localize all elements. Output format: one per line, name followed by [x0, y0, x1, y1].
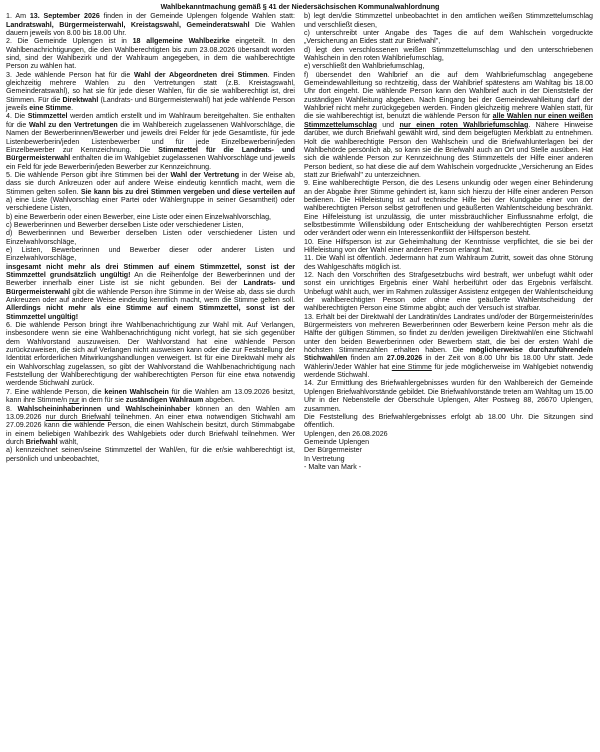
paragraph-4: 4. Die Stimmzettel werden amtlich erstellt und im Wahlraum bereitgehalten. Sie enthalten für die Wahl zu den Vertretungen die im Wahlbereich zugelassenen Wahlvorschläge, die Namen der Bewerberinnen/Bewerber und jeweils drei Felder für jede Gesamtliste, für jede Listenbewerberin/jeden Listenbewerber und für jede Einzelbewerberin/jeden Einzelbewerber zur Kennzeichnung. Die Stimmzettel für die Landrats- und Bürgermeisterwahl enthalten die im Wahlgebiet zugelassenen Wahlvorschläge und jeweils ein Feld für jede Bewerberin/jeden Bewerber zur Kennzeichnung. — [6, 112, 295, 171]
paragraph-11: 11. Die Wahl ist öffentlich. Jedermann hat zum Wahlraum Zutritt, soweit das ohne Störung des Wahlgeschäfts möglich ist. — [304, 254, 593, 271]
paragraph-2: 2. Die Gemeinde Uplengen ist in 18 allgemeine Wahlbezirke eingeteilt. In den Wahlbenachrichtigungen, die den Wahlberechtigten bis zum 23.08.2026 übersandt worden sind, sind der Wahlbezirk und der Wahlraum angegeben, in dem die wahlberechtigte Person zu wählen hat. — [6, 37, 295, 71]
paragraph-8-f: f) übersendet den Wahlbrief an die auf dem Wahlbriefumschlag angegebene Gemeindewahlleitung so rechtzeitig, dass der Wahlbrief spätestens am Wahltag bis 18.00 Uhr dort eingeht. Die wählende Person kann den Wahlbrief auch in der Dienststelle der zuständigen Wahlleitung abgeben. Nach Eingang bei der Gemeindewahlleitung darf der Wahlbrief nicht mehr zurückgegeben werden. Finden gleichzeitig mehrere Wahlen statt, für die sie wahlberechtigt ist, benutzt die wählende Person für alle Wahlen nur einen weißen Stimmzettelumschlag und nur einen roten Wahlbriefumschlag. Nähere Hinweise darüber, wie durch Briefwahl gewählt wird, sind dem beigefügten Merkblatt zu entnehmen. Holt die wahlberechtigte Person den Wahlschein und die Briefwahlunterlagen bei der Wahlbehörde persönlich ab, so kann sie die Briefwahl auch an Ort und Stelle ausüben. Hat sich die wählende Person zur Kennzeichnung des Stimmzettels der Hilfe einer anderen Person bedient, so hat diese die auf dem Wahlschein vorgedruckte „Versicherung an Eides statt zur Briefwahl" zu unterzeichnen. — [304, 70, 593, 179]
paragraph-8-b: b) legt den/die Stimmzettel unbeobachtet in den amtlichen weißen Stimmzettelumschlag und verschließt diesen, — [304, 12, 593, 29]
paragraph-8: 8. Wahlscheininhaberinnen und Wahlscheininhaber können an den Wahlen am 13.09.2026 nur durch Briefwahl teilnehmen. An einer etwa notwendigen Stichwahl am 27.09.2026 kann die wählende Person, die einen Wahlschein besitzt, durch Stimmabgabe in einem beliebigen Wahlbezirk des Wahlgebiets oder durch Briefwahl teilnehmen. Wer durch Briefwahl wählt, — [6, 404, 296, 446]
paragraph-7: 7. Eine wählende Person, die keinen Wahlschein für die Wahlen am 13.09.2026 besitzt, kann ihre Stimme/n nur in dem für sie zuständigen Wahlraum abgeben. — [6, 387, 295, 405]
paragraph-12: 12. Nach den Vorschriften des Strafgesetzbuchs wird bestraft, wer unbefugt wählt oder sonst ein unrichtiges Ergebnis einer Wahl herbeiführt oder das Ergebnis verfälscht. Unbefugt wählt auch, wer im Rahmen zulässiger Assistenz entgegen der Wahlentscheidung der wahlberechtigten Person oder ohne eine geäußerte Wahlentscheidung der wahlberechtigten Person eine Stimme abgibt; auch der Versuch ist strafbar. — [304, 271, 593, 313]
signature-org: Gemeinde Uplengen — [304, 437, 370, 446]
paragraph-5: 5. Die wählende Person gibt ihre Stimmen bei der Wahl der Vertretung in der Weise ab, dass sie durch Ankreuzen oder auf andere Weise eindeutig kenntlich macht, wem die Stimmen gelten sollen. Sie kann bis zu drei Stimmen vergeben und diese verteilen auf a) eine Liste (Wahlvorschlag einer Partei oder Wählergruppe in seiner Gesamtheit) oder verschiedene Listen, — [6, 170, 296, 213]
paragraph-13: 13. Erhält bei der Direktwahl der Landrätin/des Landrates und/oder der Bürgermeisterin/des Bürgermeisters von mehreren Bewerberinnen oder Bewerbern keine Person mehr als die Hälfte der gültigen Stimmen, so findet zu der/den jeweiligen Direktwahl/en eine Stichwahl unter den beiden Bewerberinnen oder Bewerbern statt, die bei der ersten Wahl die höchsten Stimmenzahlen erhalten haben. Die möglicherweise durchzuführende/n Stichwahl/en finden am 27.09.2026 in der Zeit von 8.00 Uhr bis 18.00 Uhr statt. Jede Wählerin/Jeder Wähler hat eine Stimme für jede möglicherweise im Wahlgebiet notwendig werdende Stichwahl. — [304, 312, 594, 380]
paragraph-5-b: b) eine Bewerberin oder einen Bewerber, eine Liste oder einen Einzelwahlvorschlag, — [6, 212, 271, 221]
paragraph-14: 14. Zur Ermittlung des Briefwahlergebnisses wurden für den Wahlbereich der Gemeinde Uplengen Briefwahlvorstände gebildet. Die Briefwahlvorstände treten am Wahltag um 15.00 Uhr in der Nebenstelle der Oberschule Uplengen, Alter Postweg 88, 26670 Uplengen, zusammen. — [304, 379, 593, 413]
left-column — [6, 12, 295, 471]
page-title: Wahlbekanntmachung gemäß § 41 der Niedersächsischen Kommunalwahlordnung — [160, 3, 440, 11]
signature-place-date: Uplengen, den 26.08.2026 — [304, 429, 388, 438]
paragraph-8-d: d) legt den verschlossenen weißen Stimmzettelumschlag und den unterschriebenen Wahlschein in den roten Wahlbriefumschlag, — [304, 45, 593, 63]
paragraph-1: 1. Am 13. September 2026 finden in der Gemeinde Uplengen folgende Wahlen statt: Landratswahl, Bürgermeisterwahl, Kreistagswahl, Gemeinderatswahl Die Wahlen dauern jeweils von 8.00 bis 18.00 Uhr. — [6, 12, 296, 38]
paragraph-5-c: c) Bewerberinnen und Bewerber derselben Liste oder verschiedener Listen, — [6, 220, 244, 229]
signature-name: - Malte van Mark - — [304, 462, 362, 471]
paragraph-5-rules: insgesamt nicht mehr als drei Stimmen auf einem Stimmzettel, sonst ist der Stimmzettel grundsätzlich ungültig! An die Reihenfolge der Bewerberinnen und der Bewerber innerhalb einer Liste ist sie nicht gebunden. Bei der Landrats- und Bürgermeisterwahl gibt die wählende Person ihre Stimme in der Weise ab, dass sie durch Ankreuzen oder auf andere Weise eindeutig kenntlich macht, wem die Stimme gelten soll. Allerdings nicht mehr als eine Stimme auf einem Stimmzettel, sonst ist der Stimmzettel ungültig! — [6, 262, 296, 321]
paragraph-8-c: c) unterschreibt unter Angabe des Tages die auf dem Wahlschein vorgedruckte „Versicherung an Eides statt zur Briefwahl", — [304, 29, 593, 46]
paragraph-8-a: a) kennzeichnet seinen/seine Stimmzettel der Wahl/en, für die er/sie wahlberechtigt ist, persönlich und unbeobachtet, — [6, 446, 295, 463]
paragraph-3: 3. Jede wählende Person hat für die Wahl der Abgeordneten drei Stimmen. Finden gleichzeitig mehrere Wahlen zu den Vertretungen statt (z.B. Kreistagswahl, Gemeinderatswahl), so hat sie für jede dieser Wahlen, für die sie wahlberechtigt ist, drei Stimmen. Für die Direktwahl (Landrats- und Bürgermeisterwahl) hat jede wählende Person jeweils eine Stimme. — [6, 70, 295, 113]
paragraph-5-e: e) Listen, Bewerberinnen und Bewerber dieser oder anderer Listen und Einzelwahlvorschläge, — [6, 245, 295, 263]
signature-block — [304, 430, 593, 472]
paragraph-5-d: d) Bewerberinnen und Bewerber derselben Listen oder verschiedener Listen und Einzelwahlvorschläge, — [6, 229, 295, 246]
paragraph-8-e: e) verschließt den Wahlbriefumschlag, — [304, 62, 425, 71]
paragraph-15: Die Feststellung des Briefwahlergebnisses erfolgt ab 18.00 Uhr. Die Sitzungen sind öffentlich. — [304, 412, 593, 430]
signature-deputy: In Vertretung — [304, 454, 345, 463]
paragraph-6: 6. Die wählende Person bringt ihre Wahlbenachrichtigung zur Wahl mit. Auf Verlangen, insbesondere wenn sie eine Wahlbenachrichtigung nicht vorlegt, hat sie sich gegenüber dem Wahlvorstand auszuweisen. Der Wahlvorstand hat eine wählende Person zurückzuweisen, die sich auf Verlangen nicht ausweisen kann oder die zur Feststellung der Identität erforderlichen Mitwirkungshandlungen verweigert. Ist für eine Direktwahl mehr als ein Wahlvorschlag zugelassen, so gibt der Wahlvorstand die Wahlbenachrichtigung nach Feststellung der Wahlberechtigung der wahlberechtigten Person für eine etwa notwendig werdende Stichwahl zurück. — [6, 321, 295, 388]
right-column — [304, 12, 593, 471]
signature-role: Der Bürgermeister — [304, 446, 362, 455]
paragraph-9: 9. Eine wahlberechtigte Person, die des Lesens unkundig oder wegen einer Behinderung an der Abgabe ihrer Stimme gehindert ist, kann sich hierzu der Hilfe einer anderen Person bedienen. Die Hilfeleistung ist auf technische Hilfe bei der Kundgabe einer von der wahlberechtigten Person selbst getroffenen und geäußerten Wahlentscheidung beschränkt. Eine Hilfeleistung ist unzulässig, die unter missbräuchlicher Einflussnahme erfolgt, die selbstbestimmte Willensbildung oder Entscheidung der wahlberechtigten Person ersetzt oder verändert oder wenn ein Interessenkonflikt der Hilfsperson besteht. — [304, 179, 593, 238]
paragraph-10: 10. Eine Hilfsperson ist zur Geheimhaltung der Kenntnisse verpflichtet, die sie bei der Hilfeleistung von der Wahl einer anderen Person erlangt hat. — [304, 237, 593, 254]
